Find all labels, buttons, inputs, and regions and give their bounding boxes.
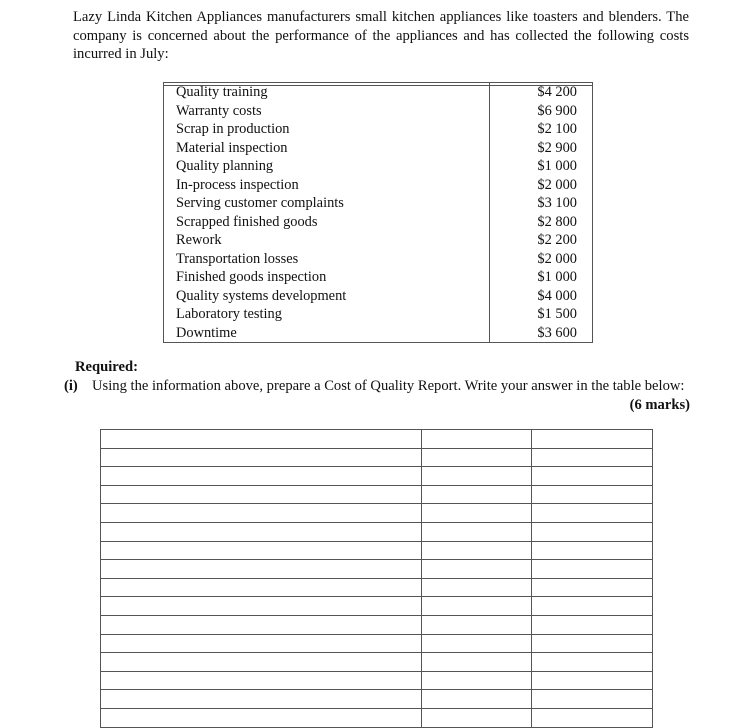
answer-cell[interactable] [101, 578, 422, 597]
cost-row [164, 250, 593, 269]
cost-item-name: Rework [164, 231, 490, 250]
cost-row [164, 305, 593, 324]
answer-cell[interactable] [422, 504, 532, 523]
answer-cell[interactable] [532, 522, 653, 541]
answer-cell[interactable] [101, 541, 422, 560]
cost-item-name: Downtime [164, 324, 490, 343]
answer-cell[interactable] [101, 690, 422, 709]
answer-cell[interactable] [422, 560, 532, 579]
answer-cell[interactable] [532, 615, 653, 634]
cost-item-amount: $2 000 [489, 250, 592, 269]
answer-cell[interactable] [532, 597, 653, 616]
cost-item-name: Quality systems development [164, 287, 490, 306]
answer-row [101, 504, 653, 523]
answer-cell[interactable] [101, 560, 422, 579]
answer-cell[interactable] [422, 541, 532, 560]
answer-cell[interactable] [532, 671, 653, 690]
answer-cell[interactable] [101, 653, 422, 672]
answer-cell[interactable] [532, 430, 653, 449]
answer-cell[interactable] [422, 634, 532, 653]
cost-row [164, 157, 593, 176]
answer-cell[interactable] [101, 485, 422, 504]
answer-cell[interactable] [422, 708, 532, 727]
cost-item-name: Finished goods inspection [164, 268, 490, 287]
answer-cell[interactable] [532, 504, 653, 523]
answer-cell[interactable] [422, 690, 532, 709]
answer-row [101, 560, 653, 579]
answer-row [101, 448, 653, 467]
cost-item-amount: $2 900 [489, 139, 592, 158]
answer-cell[interactable] [532, 578, 653, 597]
answer-row [101, 467, 653, 486]
cost-item-amount: $4 000 [489, 287, 592, 306]
cost-row [164, 83, 593, 102]
cost-item-amount: $2 000 [489, 176, 592, 195]
answer-row [101, 653, 653, 672]
cost-table-body [164, 83, 593, 343]
answer-cell[interactable] [532, 634, 653, 653]
cost-row [164, 213, 593, 232]
cost-item-amount: $1 000 [489, 157, 592, 176]
cost-item-amount: $3 600 [489, 324, 592, 343]
question-marks: (6 marks) [629, 396, 690, 413]
answer-cell[interactable] [422, 430, 532, 449]
cost-row [164, 139, 593, 158]
answer-cell[interactable] [101, 448, 422, 467]
answer-cell[interactable] [422, 467, 532, 486]
cost-row [164, 324, 593, 343]
answer-table-body [101, 430, 653, 728]
answer-row [101, 690, 653, 709]
answer-cell[interactable] [101, 597, 422, 616]
answer-cell[interactable] [422, 597, 532, 616]
answer-cell[interactable] [532, 690, 653, 709]
answer-row [101, 541, 653, 560]
cost-item-name: Quality planning [164, 157, 490, 176]
answer-cell[interactable] [101, 430, 422, 449]
required-heading: Required: [75, 359, 138, 375]
cost-item-name: Laboratory testing [164, 305, 490, 324]
answer-cell[interactable] [422, 578, 532, 597]
cost-item-name: Warranty costs [164, 102, 490, 121]
cost-row [164, 287, 593, 306]
answer-cell[interactable] [532, 467, 653, 486]
cost-row [164, 102, 593, 121]
intro-paragraph: Lazy Linda Kitchen Appliances manufacturers small kitchen appliances like toasters and blenders. The company is concerned about the performance of the appliances and has collected the following costs incurred in July: [73, 9, 689, 62]
answer-row [101, 578, 653, 597]
answer-cell[interactable] [101, 522, 422, 541]
answer-cell[interactable] [532, 708, 653, 727]
answer-cell[interactable] [422, 653, 532, 672]
cost-item-amount: $3 100 [489, 194, 592, 213]
cost-row [164, 268, 593, 287]
answer-row [101, 597, 653, 616]
cost-item-amount: $4 200 [489, 83, 592, 102]
answer-cell[interactable] [532, 560, 653, 579]
cost-item-amount: $1 500 [489, 305, 592, 324]
question-text: Using the information above, prepare a Cost of Quality Report. Write your answer in the table below: [92, 378, 685, 394]
answer-cell[interactable] [422, 615, 532, 634]
answer-row [101, 708, 653, 727]
cost-item-name: Scrapped finished goods [164, 213, 490, 232]
cost-item-amount: $2 100 [489, 120, 592, 139]
cost-item-amount: $2 800 [489, 213, 592, 232]
answer-cell[interactable] [422, 522, 532, 541]
answer-cell[interactable] [532, 653, 653, 672]
cost-item-name: Quality training [164, 83, 490, 102]
answer-cell[interactable] [101, 467, 422, 486]
answer-row [101, 634, 653, 653]
question-number: (i) [64, 378, 78, 394]
cost-item-name: Serving customer complaints [164, 194, 490, 213]
cost-row [164, 231, 593, 250]
answer-row [101, 671, 653, 690]
cost-item-name: In-process inspection [164, 176, 490, 195]
answer-cell[interactable] [101, 634, 422, 653]
cost-row [164, 194, 593, 213]
answer-cell[interactable] [422, 448, 532, 467]
cost-item-amount: $1 000 [489, 268, 592, 287]
cost-row [164, 120, 593, 139]
answer-cell[interactable] [101, 708, 422, 727]
cost-item-name: Scrap in production [164, 120, 490, 139]
cost-item-amount: $2 200 [489, 231, 592, 250]
answer-cell[interactable] [422, 671, 532, 690]
cost-item-amount: $6 900 [489, 102, 592, 121]
answer-row [101, 485, 653, 504]
answer-cell[interactable] [532, 448, 653, 467]
answer-row [101, 615, 653, 634]
cost-table [163, 82, 593, 343]
answer-row [101, 430, 653, 449]
cost-row [164, 176, 593, 195]
cost-item-name: Material inspection [164, 139, 490, 158]
answer-row [101, 522, 653, 541]
answer-cell[interactable] [532, 485, 653, 504]
cost-item-name: Transportation losses [164, 250, 490, 269]
answer-cell[interactable] [101, 504, 422, 523]
answer-cell[interactable] [101, 671, 422, 690]
answer-cell[interactable] [422, 485, 532, 504]
answer-table [100, 429, 653, 728]
answer-cell[interactable] [101, 615, 422, 634]
answer-cell[interactable] [532, 541, 653, 560]
